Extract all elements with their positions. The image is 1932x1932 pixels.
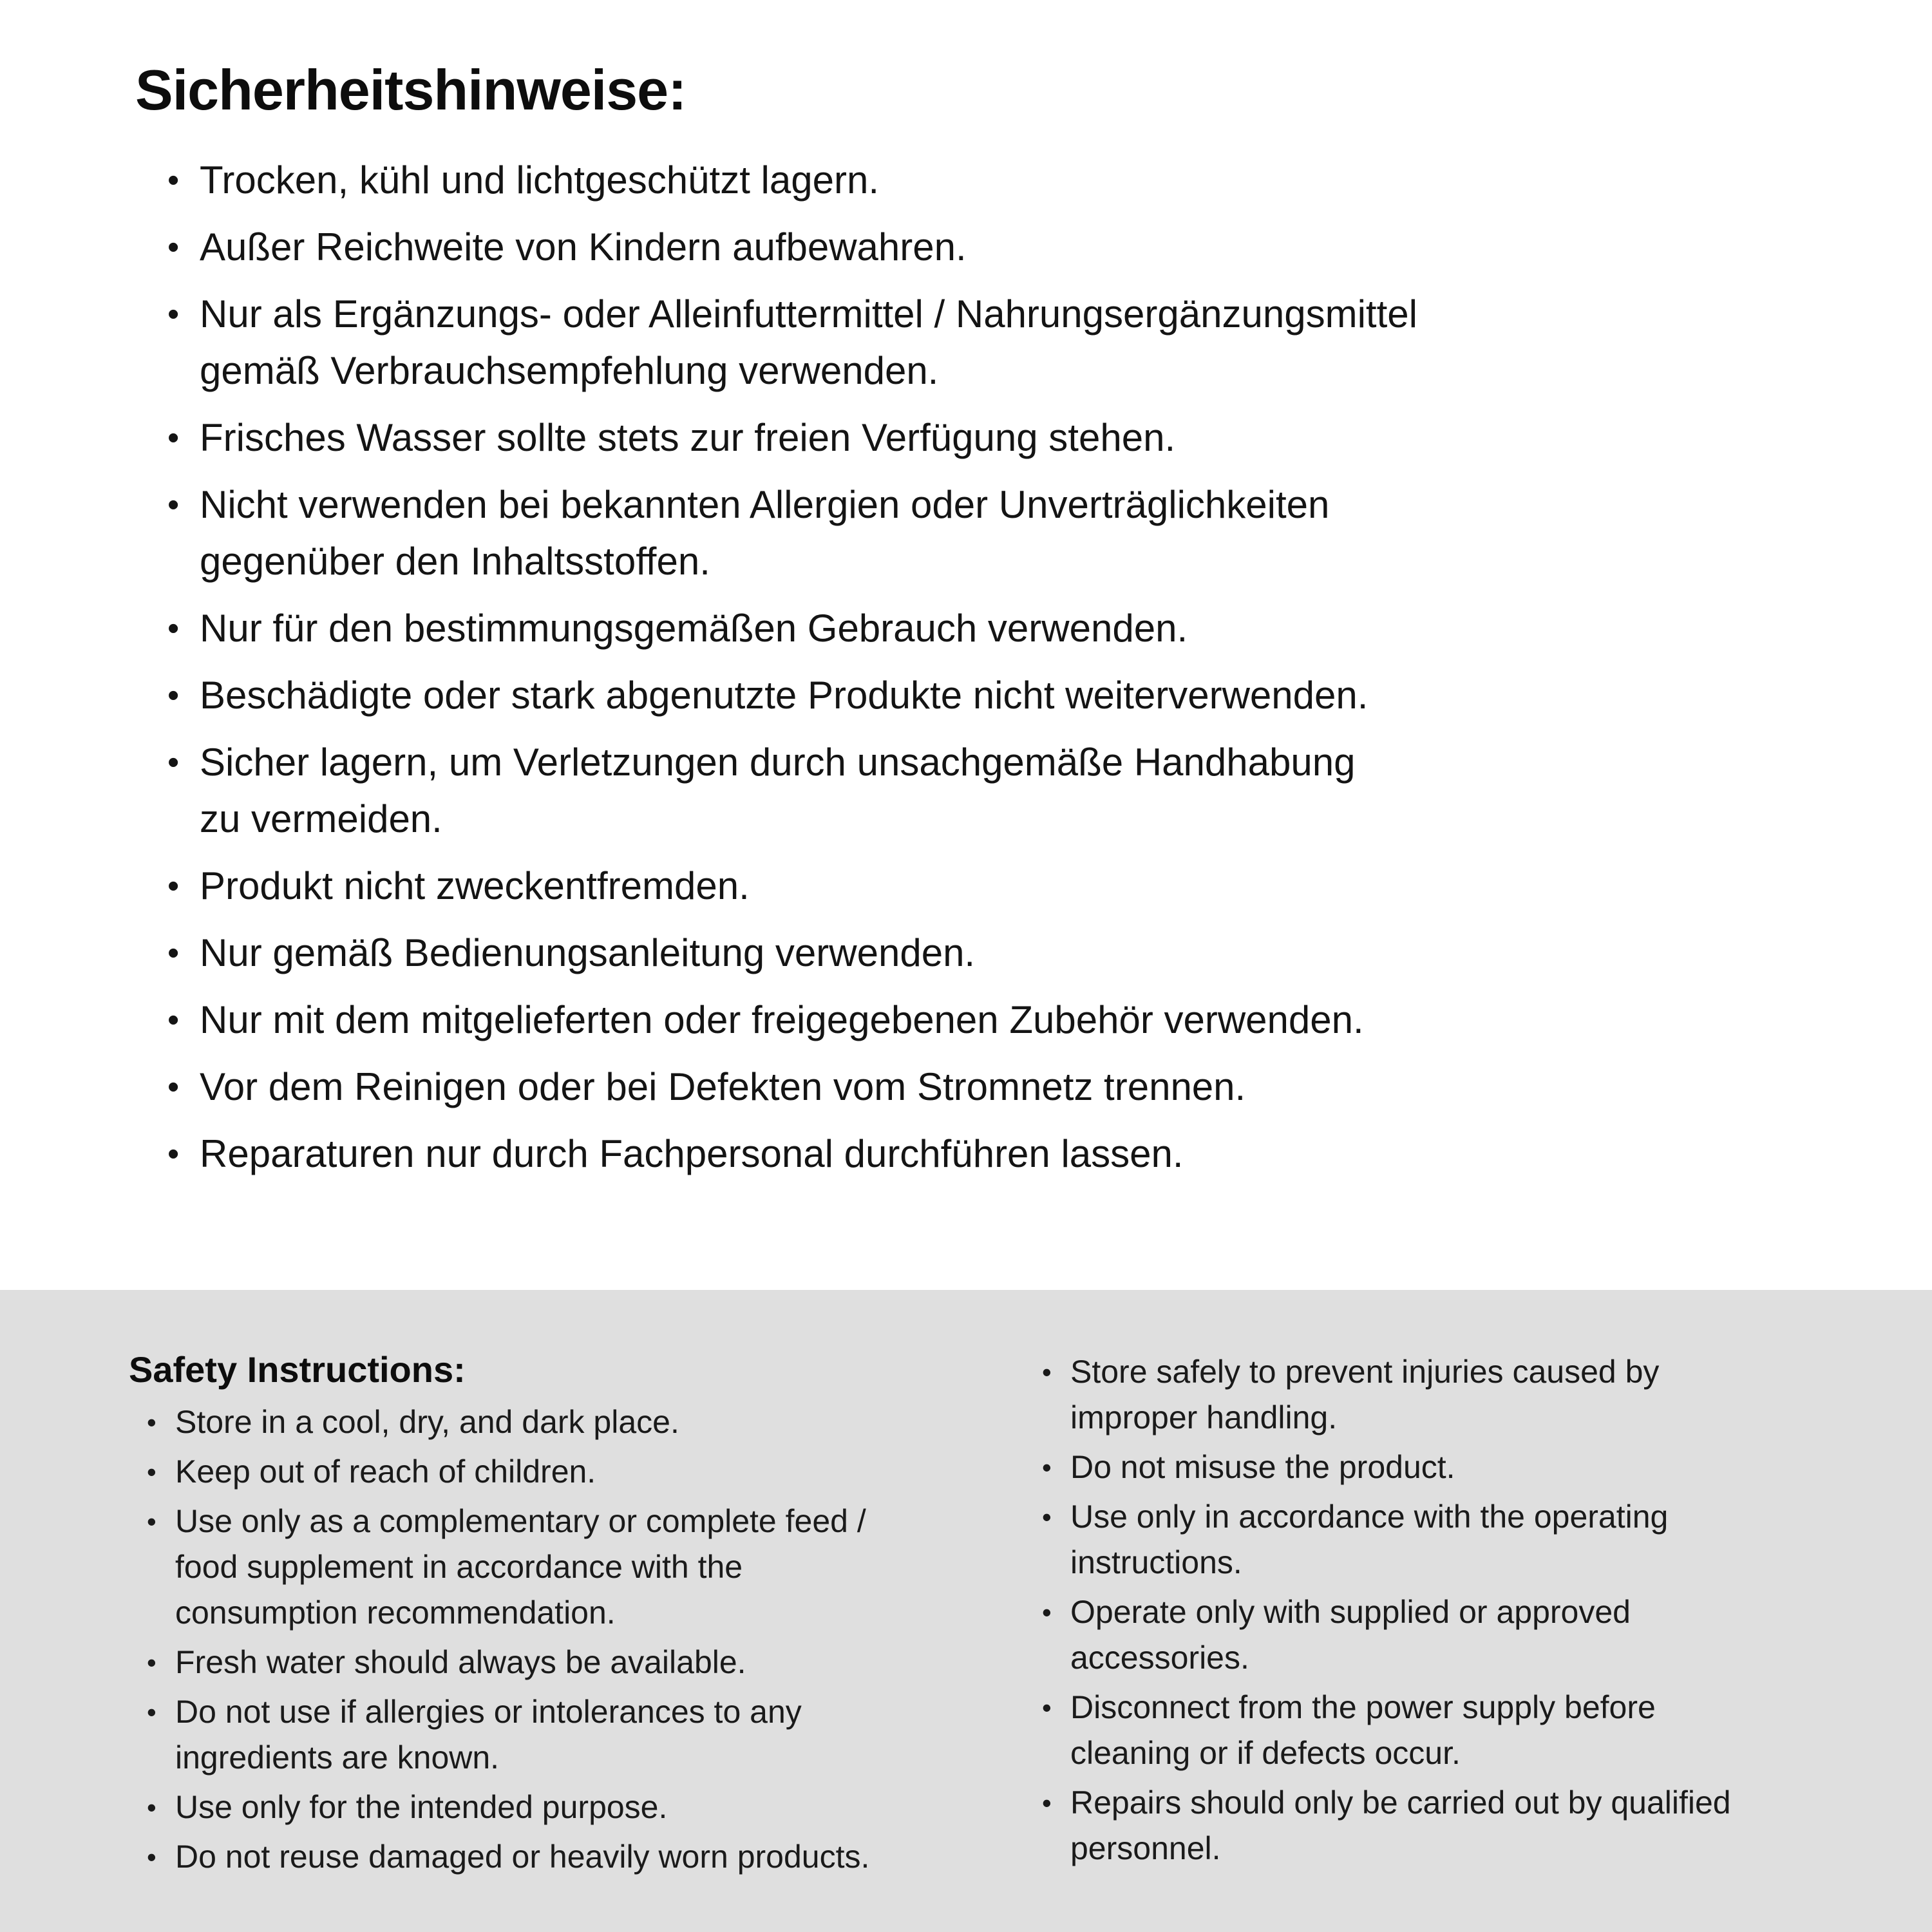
list-item-line: • Beschädigte oder stark abgenutzte Produkte nicht weiterverwenden. xyxy=(200,674,1368,717)
list-item-line: gemäß Verbrauchsempfehlung verwenden. xyxy=(200,349,939,392)
list-item xyxy=(135,858,1855,914)
list-item-line: • Fresh water should always be available. xyxy=(175,1644,746,1680)
list-item-line: • Do not reuse damaged or heavily worn products. xyxy=(175,1839,870,1875)
list-item xyxy=(135,219,1855,276)
list-item xyxy=(135,410,1855,466)
list-item-line: cleaning or if defects occur. xyxy=(1070,1735,1461,1771)
list-item-line: • Use only in accordance with the operating xyxy=(1070,1499,1669,1535)
list-item xyxy=(135,152,1855,209)
list-item-line: • Use only for the intended purpose. xyxy=(175,1789,668,1825)
list-item xyxy=(135,734,1855,848)
list-item-line: instructions. xyxy=(1070,1544,1242,1580)
english-column-left xyxy=(129,1349,972,1884)
list-item-line: • Nur gemäß Bedienungsanleitung verwenden. xyxy=(200,931,976,974)
list-item xyxy=(129,1449,972,1495)
list-item-line: • Nur als Ergänzungs- oder Alleinfuttermittel / Nahrungsergänzungsmittel xyxy=(200,292,1417,336)
list-item-line: zu vermeiden. xyxy=(200,797,442,840)
list-item xyxy=(129,1689,972,1781)
list-item xyxy=(129,1640,972,1685)
list-item xyxy=(129,1834,972,1880)
list-item-line: • Keep out of reach of children. xyxy=(175,1454,596,1490)
german-list xyxy=(135,152,1855,1182)
list-item xyxy=(1024,1494,1900,1586)
english-list-right xyxy=(1024,1349,1900,1871)
list-item-line: • Reparaturen nur durch Fachpersonal durchführen lassen. xyxy=(200,1132,1184,1175)
list-item-line: • Nur mit dem mitgelieferten oder freigegebenen Zubehör verwenden. xyxy=(200,998,1364,1041)
german-heading: Sicherheitshinweise: xyxy=(135,58,687,122)
list-item-line: improper handling. xyxy=(1070,1399,1338,1435)
list-item-line: • Trocken, kühl und lichtgeschützt lagern. xyxy=(200,158,880,202)
list-item-line: • Operate only with supplied or approved xyxy=(1070,1594,1631,1630)
list-item xyxy=(129,1785,972,1830)
list-item xyxy=(135,1126,1855,1182)
list-item xyxy=(1024,1685,1900,1776)
list-item xyxy=(1024,1589,1900,1681)
list-item xyxy=(1024,1780,1900,1871)
english-list-left xyxy=(129,1399,972,1880)
list-item-line: • Do not misuse the product. xyxy=(1070,1449,1455,1485)
list-item-line: • Frisches Wasser sollte stets zur freien Verfügung stehen. xyxy=(200,416,1176,459)
list-item-line: • Sicher lagern, um Verletzungen durch unsachgemäße Handhabung xyxy=(200,741,1356,784)
list-item-line: • Store in a cool, dry, and dark place. xyxy=(175,1404,679,1440)
list-item-line: • Disconnect from the power supply before xyxy=(1070,1689,1656,1725)
list-item-line: accessories. xyxy=(1070,1640,1249,1676)
list-item xyxy=(135,600,1855,657)
list-item xyxy=(129,1499,972,1636)
list-item-line: ingredients are known. xyxy=(175,1739,500,1776)
list-item-line: consumption recommendation. xyxy=(175,1595,616,1631)
list-item xyxy=(1024,1444,1900,1490)
list-item-line: • Nur für den bestimmungsgemäßen Gebrauch verwenden. xyxy=(200,607,1188,650)
list-item-line: • Repairs should only be carried out by qualified xyxy=(1070,1785,1731,1821)
list-item xyxy=(129,1399,972,1445)
list-item-line: • Produkt nicht zweckentfremden. xyxy=(200,864,750,907)
list-item xyxy=(135,667,1855,724)
list-item-line: • Nicht verwenden bei bekannten Allergien oder Unverträglichkeiten xyxy=(200,483,1330,526)
list-item-line: • Use only as a complementary or complete feed / xyxy=(175,1503,866,1539)
list-item xyxy=(135,1059,1855,1115)
list-item-line: gegenüber den Inhaltsstoffen. xyxy=(200,540,710,583)
list-item xyxy=(135,477,1855,590)
list-item-line: • Store safely to prevent injuries caused by xyxy=(1070,1354,1660,1390)
english-section xyxy=(0,1290,1932,1932)
list-item-line: personnel. xyxy=(1070,1830,1221,1866)
list-item xyxy=(135,925,1855,981)
english-column-right xyxy=(1024,1349,1900,1875)
english-heading: Safety Instructions: xyxy=(129,1349,466,1390)
list-item xyxy=(1024,1349,1900,1441)
list-item-line: • Do not use if allergies or intolerances to any xyxy=(175,1694,802,1730)
list-item-line: food supplement in accordance with the xyxy=(175,1549,743,1585)
list-item-line: • Vor dem Reinigen oder bei Defekten vom Stromnetz trennen. xyxy=(200,1065,1246,1108)
list-item xyxy=(135,992,1855,1048)
list-item-line: • Außer Reichweite von Kindern aufbewahren. xyxy=(200,225,967,269)
list-item xyxy=(135,286,1855,399)
